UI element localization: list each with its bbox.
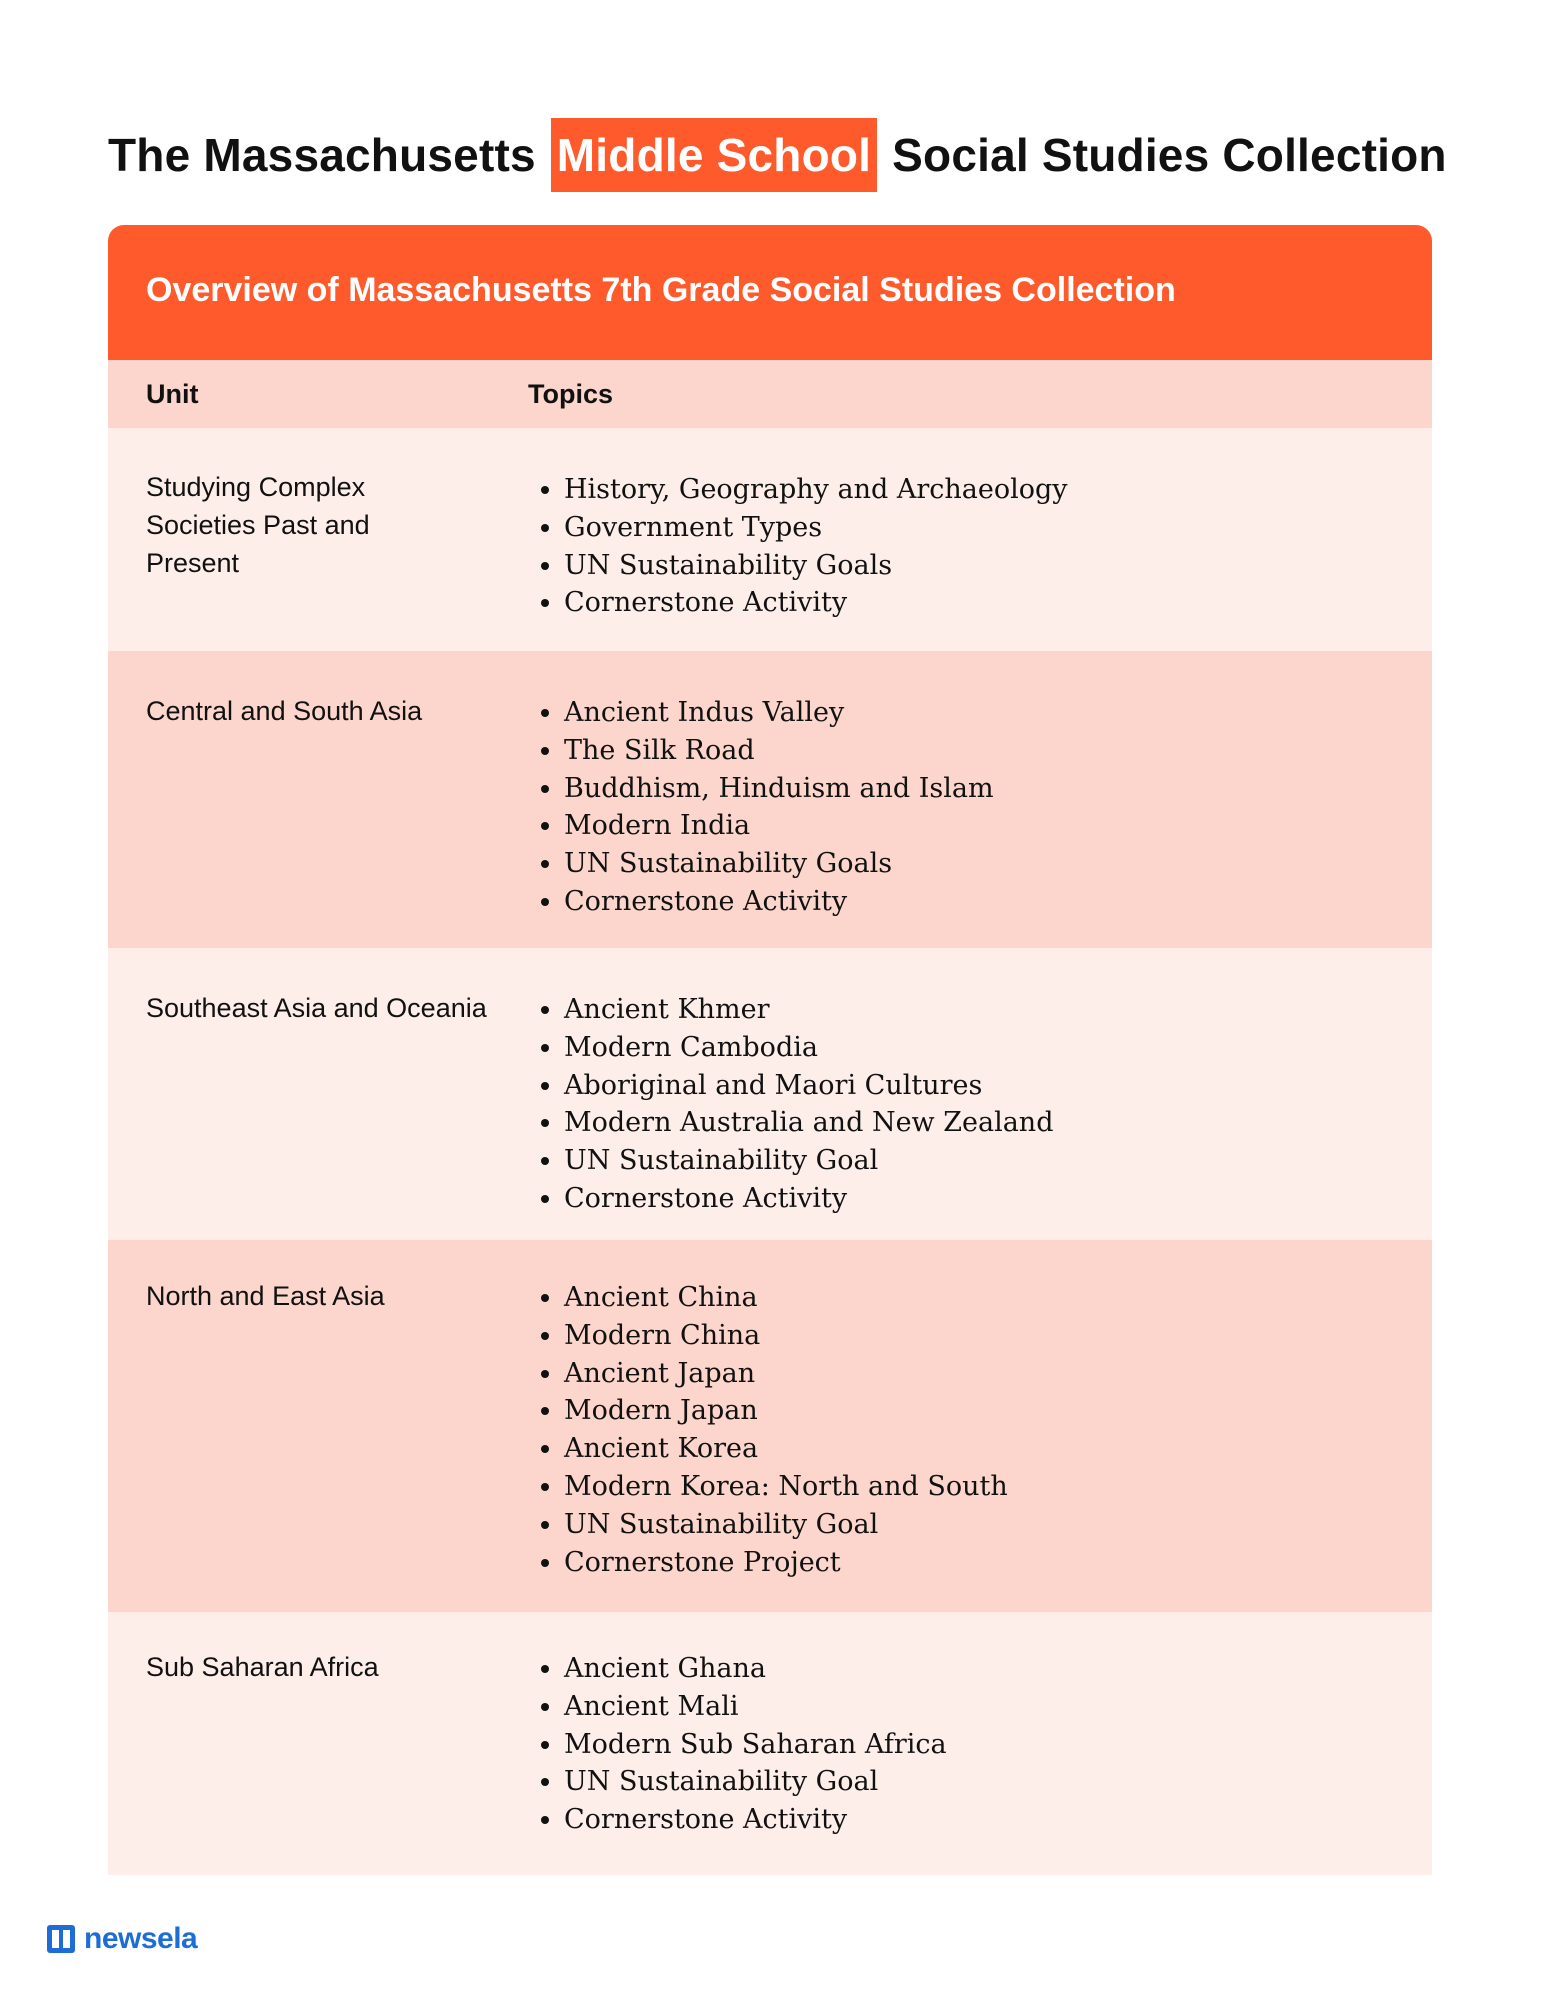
topic-list [528, 1648, 947, 1875]
topic-item: • Cornerstone Activity [564, 1801, 947, 1839]
table-row [108, 1612, 1432, 1875]
table-row [108, 428, 1432, 651]
newsela-logo-icon [46, 1924, 76, 1954]
topic-item: • Cornerstone Activity [564, 1180, 1053, 1218]
topic-item: • History, Geography and Archaeology [564, 471, 1068, 509]
page-title [108, 118, 1447, 192]
topic-list [528, 1277, 1008, 1612]
topic-item: • Modern Australia and New Zealand [564, 1104, 1053, 1142]
topic-item: • Cornerstone Project [564, 1544, 1008, 1582]
topic-item: • Cornerstone Activity [564, 584, 1068, 622]
topic-item: • Ancient Korea [564, 1430, 1008, 1468]
topic-item: • Ancient China [564, 1279, 1008, 1317]
unit-name: North and East Asia [146, 1281, 385, 1311]
topic-item: • Cornerstone Activity [564, 883, 994, 921]
topic-item: • Buddhism, Hinduism and Islam [564, 770, 994, 808]
topic-item: • Aboriginal and Maori Cultures [564, 1067, 1053, 1105]
topic-item: • UN Sustainability Goal [564, 1142, 1053, 1180]
topic-item: • The Silk Road [564, 732, 994, 770]
topic-item: • Modern Japan [564, 1392, 1008, 1430]
overview-table [108, 225, 1432, 1875]
topic-item: • Modern India [564, 807, 994, 845]
topic-item: • Government Types [564, 509, 1068, 547]
title-highlight: Middle School [551, 118, 877, 192]
topic-list [528, 989, 1053, 1240]
column-header-topics: Topics [528, 378, 614, 409]
topic-list [528, 692, 994, 948]
column-header-row [108, 360, 1432, 428]
table-row [108, 651, 1432, 948]
topic-item: • Modern Korea: North and South [564, 1468, 1008, 1506]
unit-name: Central and South Asia [146, 696, 423, 726]
topic-item: • Ancient Khmer [564, 991, 1053, 1029]
topic-item: • Modern China [564, 1317, 1008, 1355]
topic-item: • UN Sustainability Goals [564, 547, 1068, 585]
topic-item: • Ancient Indus Valley [564, 694, 994, 732]
unit-name: Sub Saharan Africa [146, 1652, 379, 1682]
topic-item: • UN Sustainability Goals [564, 845, 994, 883]
table-row [108, 1240, 1432, 1612]
title-after: Social Studies Collection [892, 129, 1447, 181]
newsela-logo[interactable] [46, 1922, 197, 1956]
topic-item: • Ancient Mali [564, 1688, 947, 1726]
table-caption: Overview of Massachusetts 7th Grade Social Studies Collection [108, 225, 1432, 360]
topic-item: • Modern Cambodia [564, 1029, 1053, 1067]
column-header-unit: Unit [146, 378, 199, 409]
topic-item: • UN Sustainability Goal [564, 1506, 1008, 1544]
topic-item: • Modern Sub Saharan Africa [564, 1726, 947, 1764]
unit-name: Southeast Asia and Oceania [146, 993, 487, 1023]
unit-name: Studying Complex Societies Past and Present [146, 472, 370, 578]
topic-item: • UN Sustainability Goal [564, 1763, 947, 1801]
topic-item: • Ancient Ghana [564, 1650, 947, 1688]
title-before: The Massachusetts [108, 129, 536, 181]
topic-item: • Ancient Japan [564, 1355, 1008, 1393]
table-row [108, 948, 1432, 1240]
topic-list [528, 468, 1068, 651]
logo-text: newsela [84, 1922, 198, 1955]
